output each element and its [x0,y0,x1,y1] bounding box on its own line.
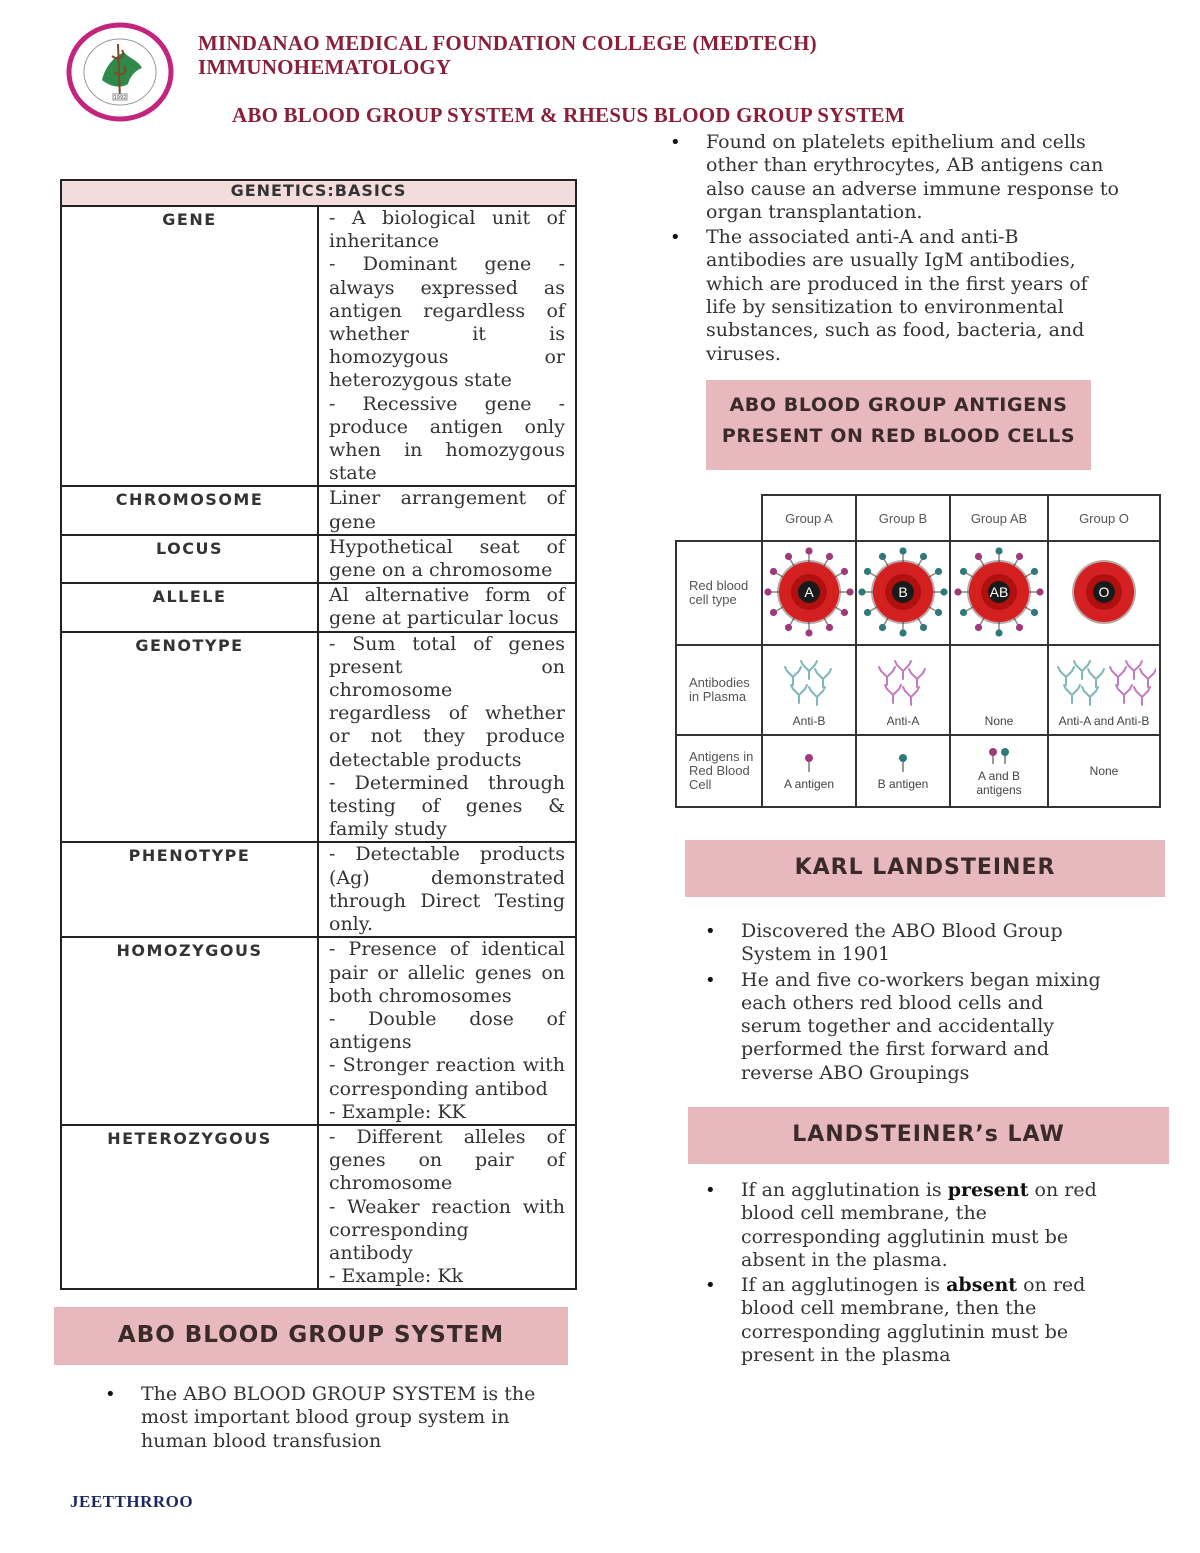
definition-line: antibody [329,1241,413,1264]
document-title: ABO BLOOD GROUP SYSTEM & RHESUS BLOOD GROUP SYSTEM [232,103,905,127]
antibody-row-label [676,645,762,735]
list-item: • The associated anti-A and anti-B antibodies are usually IgM antibodies, which are produced in the first years of life by sensitization to environmental substances, such as food, bacteria, and viruses. [670,226,1120,366]
law-text: on red blood cell membrane, then the corresponding agglutinin must be present in the plasma [741,1274,1086,1367]
row-label-line: Antigens in [689,749,754,764]
abo-system-heading [54,1307,568,1365]
definition-line: family study [329,818,447,841]
svg-text:1992: 1992 [113,95,127,101]
genetics-heading: GENETICS:BASICS [61,180,576,206]
genetics-definition [318,937,576,1125]
definition-line: genes on pair of [329,1149,565,1172]
antibody-caption: Anti-B [792,714,826,728]
karl-list [705,920,1105,1087]
list-item: • He and five co-workers began mixing each others red blood cells and serum together and accidentally performed the first forward and reverse ABO Groupings [705,969,1105,1085]
rbc-b-icon [858,544,948,640]
group-ab-header: Group AB [950,495,1048,541]
definition-line: - Stronger reaction with [329,1054,565,1077]
row-label-line: cell type [689,592,737,607]
definition-line: testing of genes & [329,795,565,818]
definition-line: - Weaker reaction with [329,1195,565,1218]
table-row [61,206,576,486]
definition-line: antigens [329,1031,412,1054]
a-and-b-antigen-icon [985,746,1013,766]
definition-line: gene on a chromosome [329,559,553,582]
law-emphasis: absent [946,1274,1018,1297]
definition-line: whether it is [329,323,565,346]
cell-group-o [1048,541,1160,645]
table-row [61,842,576,937]
group-b-header: Group B [856,495,950,541]
definition-line: state [329,462,377,485]
definition-line: - A biological unit of [329,207,565,229]
antibody-group-b [856,645,950,735]
genetics-definition [318,632,576,843]
definition-line: inheritance [329,230,440,253]
list-item: • The ABO BLOOD GROUP SYSTEM is the most important blood group system in human blood transfusion [105,1383,545,1453]
antigen-row-label [676,735,762,807]
antigens-heading [706,380,1091,470]
law-heading-text: LANDSTEINER’s LAW [792,1122,1065,1147]
genetics-term: PHENOTYPE [61,842,318,937]
antigen-group-ab [950,735,1048,807]
definition-line: corresponding [329,1218,469,1241]
karl-heading [685,840,1165,897]
law-heading [688,1107,1169,1164]
definition-line: (Ag) demonstrated [329,866,565,889]
antigen-group-b [856,735,950,807]
footer-author: JEETTHRROO [70,1492,194,1511]
row-label-line: Antibodies [689,675,750,690]
list-item: • Discovered the ABO Blood Group System in 1901 [705,920,1105,967]
definition-line: - Determined through [329,771,565,794]
row-label-line: Red blood [689,578,749,593]
definition-line: - Presence of identical [329,938,565,961]
definition-line: antigen regardless of [329,299,565,322]
antibody-caption: Anti-A [886,714,920,728]
definition-line: homozygous or [329,346,565,369]
definition-line: detectable products [329,748,522,771]
antigen-group-a [762,735,856,807]
definition-line: - Example: Kk [329,1265,464,1288]
definition-line: when in homozygous [329,439,565,462]
row-label-line: in Plasma [689,689,747,704]
genetics-term: GENE [61,206,318,486]
antibody-group-o [1048,645,1160,735]
antigen-group-o [1048,735,1160,807]
genetics-definition [318,842,576,937]
definition-line: - Different alleles of [329,1125,565,1148]
antigen-caption: A antigen [783,776,835,791]
abo-system-heading-text: ABO BLOOD GROUP SYSTEM [117,1322,505,1348]
cell-letter: A [804,583,814,600]
definition-line: or not they produce [329,725,565,748]
genetics-term: HOMOZYGOUS [61,937,318,1125]
definition-line: Liner arrangement of [329,487,565,510]
rbc-a-icon [764,544,854,640]
intro-list [670,131,1120,368]
definition-line: - Dominant gene - [329,253,565,276]
genetics-definition [318,1125,576,1289]
law-list [705,1179,1100,1369]
genetics-term: HETEROZYGOUS [61,1125,318,1289]
cell-group-a [762,541,856,645]
row-label-line: Red Blood [689,763,750,778]
antigens-heading-line2: PRESENT ON RED BLOOD CELLS [721,425,1076,447]
definition-line: chromosome [329,1172,453,1195]
abo-system-list [105,1383,545,1455]
cell-letter: O [1098,583,1110,600]
anti-a-antibody-icon [873,659,933,711]
cell-group-ab [950,541,1048,645]
table-row [61,486,576,534]
definition-line: - Recessive gene - [329,392,565,415]
genetics-term: GENOTYPE [61,632,318,843]
abo-groups-grid [675,494,1161,808]
antibody-group-a [762,645,856,735]
genetics-term: ALLELE [61,583,318,631]
definition-line: gene [329,510,376,533]
definition-line: both chromosomes [329,984,512,1007]
rbc-o-icon [1059,544,1149,640]
definition-line: - Example: KK [329,1100,466,1123]
rbc-ab-icon [954,544,1044,640]
definition-line: - Detectable products [329,843,565,866]
group-o-header: Group O [1048,495,1160,541]
genetics-definition [318,535,576,583]
college-name: MINDANAO MEDICAL FOUNDATION COLLEGE (MEDTECH) [198,31,817,55]
college-header [198,31,817,79]
table-row [61,937,576,1125]
group-a-header: Group A [762,495,856,541]
list-item [705,1274,1100,1367]
definition-line: Al alternative form of [329,584,565,607]
table-row [61,1125,576,1289]
law-text: If an agglutination is [741,1179,948,1201]
table-row [61,632,576,843]
rbc-row-label [676,541,762,645]
antigens-heading-line1: ABO BLOOD GROUP ANTIGENS [729,394,1068,416]
definition-line: chromosome [329,679,453,702]
genetics-definition [318,206,576,486]
law-text: If an agglutinogen is [741,1274,947,1297]
subject-name: IMMUNOHEMATOLOGY [198,55,452,79]
law-text: on red blood cell membrane, the corresponding agglutinin must be absent in the plasma. [741,1179,1097,1271]
definition-line: heterozygous state [329,369,512,392]
antigen-caption: None [1089,764,1119,778]
table-row [61,535,576,583]
antibody-caption: Anti-A and Anti-B [1058,714,1150,728]
genetics-term: LOCUS [61,535,318,583]
grid-corner [676,495,762,541]
list-item [705,1179,1100,1272]
definition-line: produce antigen only [329,415,565,438]
cell-group-b [856,541,950,645]
definition-line: - Double dose of [329,1007,565,1030]
anti-a-and-anti-b-antibody-icon [1052,659,1156,711]
antigen-caption: A and B antigens [976,768,1022,797]
antigen-caption: B antigen [877,776,929,791]
row-label-line: Cell [689,777,712,792]
definition-line: regardless of whether [329,702,565,725]
a-antigen-icon [799,752,819,774]
definition-line: gene at particular locus [329,607,559,630]
list-item: • Found on platelets epithelium and cells other than erythrocytes, AB antigens can also cause an adverse immune response to organ transplantation. [670,131,1120,224]
cell-letter: B [898,583,908,600]
genetics-table [60,179,577,1290]
b-antigen-icon [893,752,913,774]
table-row [61,583,576,631]
anti-b-antibody-icon [779,659,839,711]
cell-letter: AB [989,583,1009,600]
law-emphasis: present [947,1179,1029,1201]
definition-line: pair or allelic genes on [329,961,565,984]
genetics-definition [318,583,576,631]
college-logo [66,22,174,122]
definition-line: always expressed as [329,276,565,299]
definition-line: present on [329,655,565,678]
antibody-caption: None [984,714,1014,728]
antibody-group-ab [950,645,1048,735]
definition-line: corresponding antibod [329,1077,548,1100]
genetics-definition [318,486,576,534]
definition-line: - Sum total of genes [329,632,565,655]
genetics-table-body [61,206,576,1289]
abo-groups-figure [675,494,1161,810]
definition-line: only. [329,913,374,936]
definition-line: Hypothetical seat of [329,535,565,558]
karl-heading-text: KARL LANDSTEINER [794,855,1056,880]
genetics-term: CHROMOSOME [61,486,318,534]
definition-line: through Direct Testing [329,889,565,912]
